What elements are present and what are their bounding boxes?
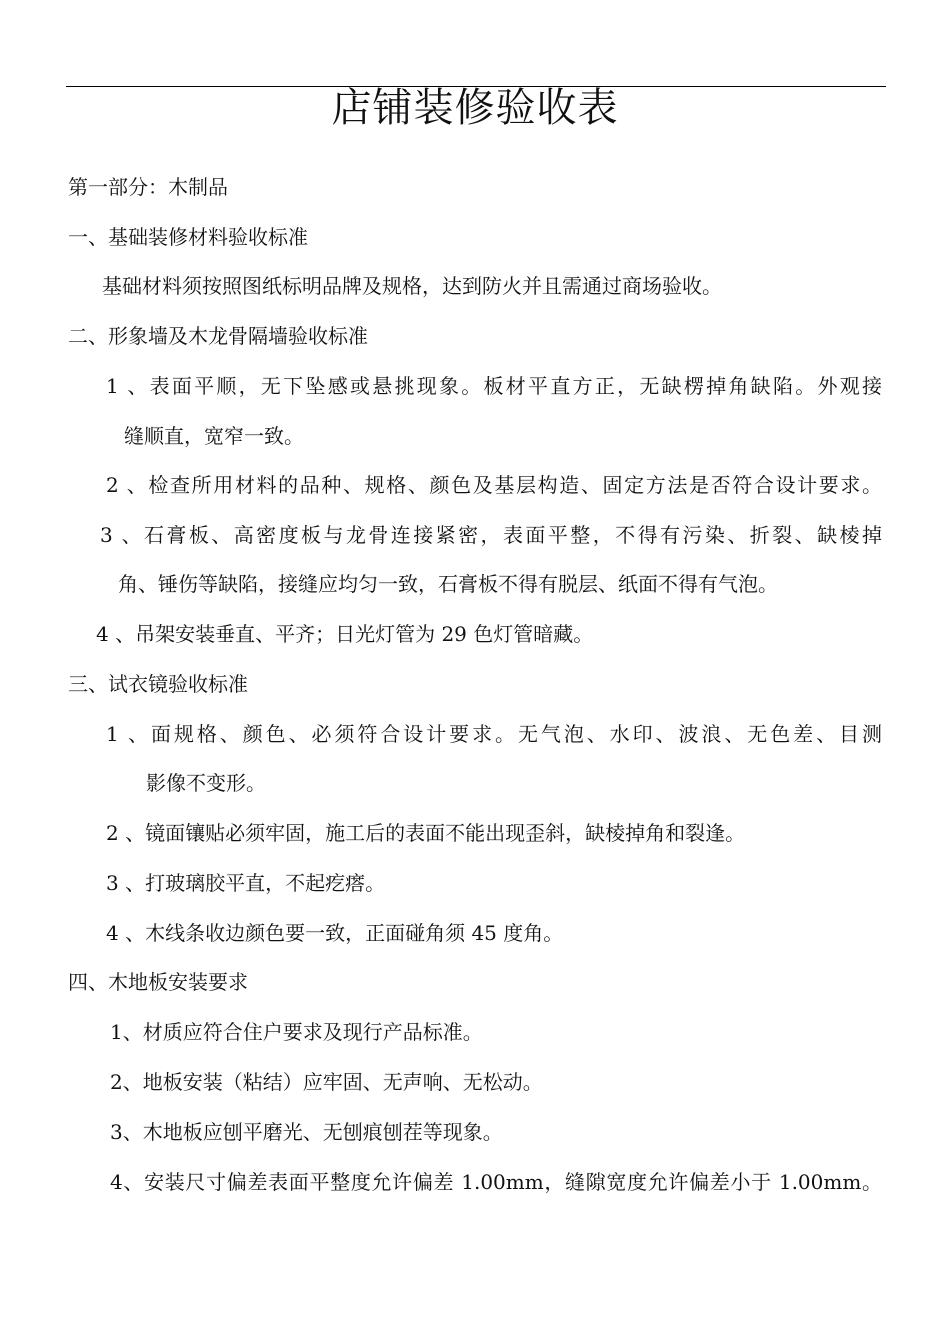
section-2-item-2: 2 、检查所用材料的品种、规格、颜色及基层构造、固定方法是否符合设计要求。: [106, 473, 882, 497]
section-4-item-1: 1、材质应符合住户要求及现行产品标准。: [110, 1020, 483, 1044]
document-title: 店铺装修验收表: [331, 85, 619, 131]
section-3-heading: 三、试衣镜验收标准: [68, 672, 248, 696]
section-4-heading: 四、木地板安装要求: [68, 970, 248, 994]
section-3-item-1-line-2: 影像不变形。: [146, 771, 266, 795]
section-3-item-3: 3 、打玻璃胶平直，不起疙瘩。: [106, 871, 386, 895]
section-3-item-4: 4 、木线条收边颜色要一致，正面碰角须 45 度角。: [106, 921, 564, 945]
section-3-item-1-line-1: 1 、面规格、颜色、必须符合设计要求。无气泡、水印、波浪、无色差、目测: [106, 722, 882, 746]
part-heading: 第一部分：木制品: [68, 175, 228, 199]
section-1-body: 基础材料须按照图纸标明品牌及规格，达到防火并且需通过商场验收。: [102, 274, 722, 298]
section-4-item-2: 2、地板安装（粘结）应牢固、无声响、无松动。: [110, 1070, 543, 1094]
section-4-item-3: 3、木地板应刨平磨光、无刨痕刨茬等现象。: [110, 1120, 503, 1144]
section-2-item-3-line-2: 角、锤伤等缺陷，接缝应均匀一致，石膏板不得有脱层、纸面不得有气泡。: [118, 572, 778, 596]
section-2-item-1-line-1: 1 、表面平顺，无下坠感或悬挑现象。板材平直方正，无缺楞掉角缺陷。外观接: [106, 374, 882, 398]
section-2-item-4: 4 、吊架安装垂直、平齐；日光灯管为 29 色灯管暗藏。: [96, 622, 594, 646]
section-2-item-1-line-2: 缝顺直，宽窄一致。: [124, 424, 304, 448]
section-2-heading: 二、形象墙及木龙骨隔墙验收标准: [68, 324, 368, 348]
section-4-item-4: 4、安装尺寸偏差表面平整度允许偏差 1.00mm，缝隙宽度允许偏差小于 1.00mm。: [110, 1170, 882, 1194]
section-3-item-2: 2 、镜面镶贴必须牢固，施工后的表面不能出现歪斜，缺棱掉角和裂逢。: [106, 821, 746, 845]
section-2-item-3-line-1: 3 、石膏板、高密度板与龙骨连接紧密，表面平整，不得有污染、折裂、缺棱掉: [100, 523, 882, 547]
section-1-heading: 一、基础装修材料验收标准: [68, 225, 308, 249]
